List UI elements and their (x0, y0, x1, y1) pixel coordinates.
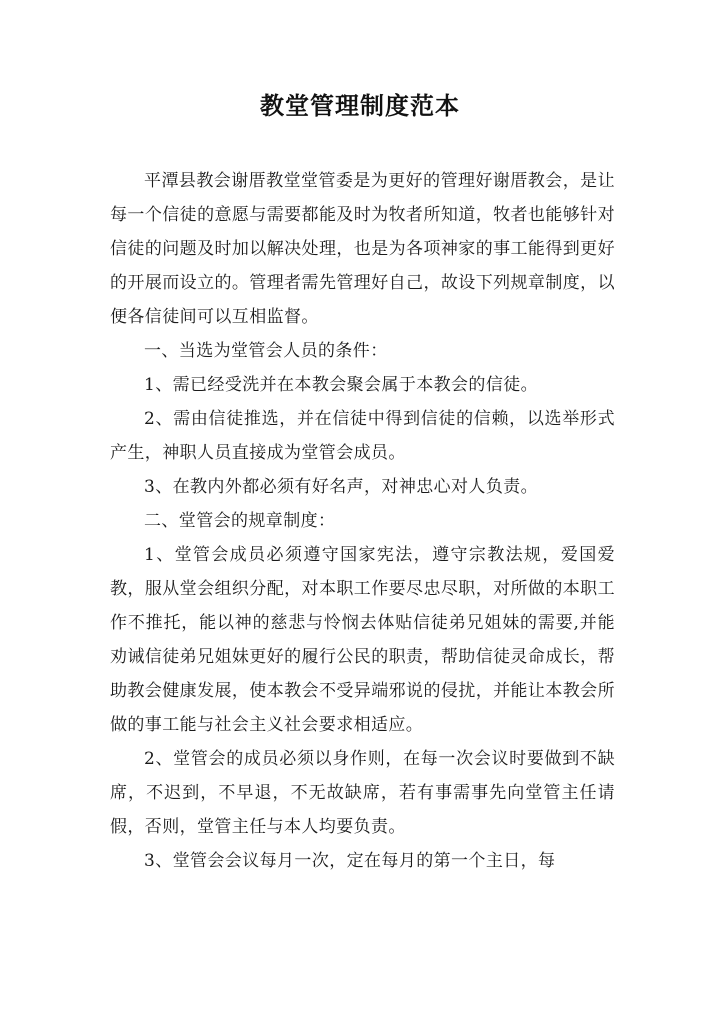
document-body (110, 164, 615, 878)
rule-item-2: 2、堂管会的成员必须以身作则，在每一次会议时要做到不缺席，不迟到，不早退，不无故缺席，若有事需事先向堂管主任请假，否则，堂管主任与本人均要负责。 (110, 749, 615, 837)
rule-item-3: 3、堂管会会议每月一次，定在每月的第一个主日，每 (144, 851, 556, 871)
rule-item-1: 1、堂管会成员必须遵守国家宪法，遵守宗教法规，爱国爱教，服从堂会组织分配，对本职工作要尽忠尽职，对所做的本职工作不推托，能以神的慈悲与怜悯去体贴信徒弟兄姐妹的需要,并能劝诫信徒弟兄姐妹更好的履行公民的职责，帮助信徒灵命成长，帮助教会健康发展，使本教会不受异端邪说的侵扰，并能让本教会所做的事工能与社会主义社会要求相适应。 (110, 545, 615, 735)
intro-paragraph: 平潭县教会谢厝教堂堂管委是为更好的管理好谢厝教会，是让每一个信徒的意愿与需要都能及时为牧者所知道，牧者也能够针对信徒的问题及时加以解决处理，也是为各项神家的事工能得到更好的开展而设立的。管理者需先管理好自己，故设下列规章制度，以便各信徒间可以互相监督。 (110, 171, 615, 327)
condition-item-1: 1、需已经受洗并在本教会聚会属于本教会的信徒。 (144, 375, 539, 395)
condition-item-2: 2、需由信徒推选，并在信徒中得到信徒的信赖，以选举形式产生，神职人员直接成为堂管会成员。 (110, 409, 615, 463)
section-heading-rules: 二、堂管会的规章制度： (144, 511, 336, 531)
section-heading-conditions: 一、当选为堂管会人员的条件： (144, 341, 388, 361)
page-title: 教堂管理制度范本 (260, 92, 460, 120)
condition-item-3: 3、在教内外都必须有好名声，对神忠心对人负责。 (144, 477, 539, 497)
